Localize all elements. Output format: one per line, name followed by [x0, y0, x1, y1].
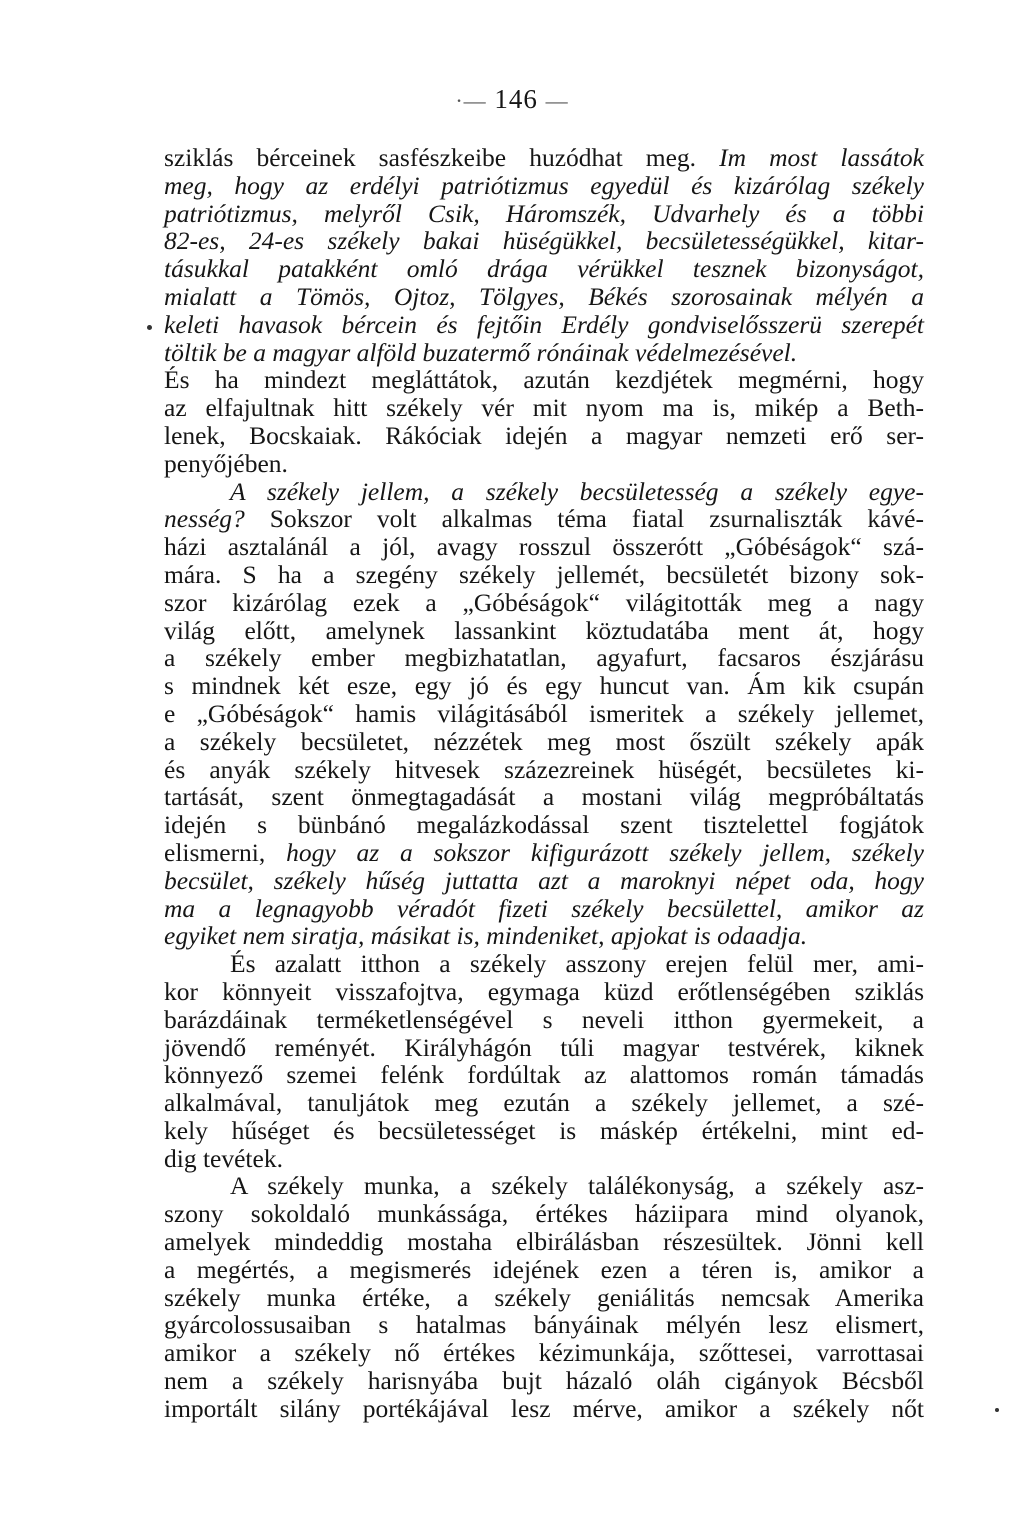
text-line	[164, 366, 924, 394]
text-run: tartását, szent önmegtagadását a mostani világ megpróbáltatás	[164, 782, 924, 812]
text-line	[164, 700, 924, 728]
text-run: A székely munka, a székely találékonyság, a székely asz-	[230, 1171, 924, 1201]
text-run: kor könnyeit visszafojtva, egymaga küzd erőtlenségében sziklás	[164, 976, 924, 1006]
italic-text: ma a legnagyobb véradót fizeti székely becsülettel, amikor az	[164, 893, 924, 923]
margin-speck-right	[995, 1408, 999, 1412]
text-run: a székely becsületet, nézzétek meg most őszült székely apák	[164, 726, 924, 756]
italic-text: hogy az a sokszor kifigurázott székely jellem, székely	[286, 837, 925, 867]
italic-text: töltik be a magyar alföld buzatermő rónáinak védelmezésével.	[164, 337, 798, 367]
text-line	[164, 783, 924, 811]
italic-text: keleti havasok bércein és fejtőin Erdély gondviselősszerü szerepét	[164, 309, 924, 339]
text-line	[164, 728, 924, 756]
text-run: sziklás bérceinek sasfészkeibe huzódhat meg.	[164, 143, 720, 172]
text-line	[164, 839, 924, 867]
text-run: könnyező szemei felénk fordúltak az alattomos román támadás	[164, 1060, 924, 1090]
text-run: És ha mindezt megláttátok, azután kezdjétek megmérni, hogy	[164, 365, 924, 395]
text-run: alkalmával, tanuljátok meg ezután a székely jellemet, a szé-	[164, 1088, 924, 1118]
text-line	[164, 1256, 924, 1284]
text-line	[164, 867, 924, 895]
text-run: elismerni,	[164, 837, 287, 867]
text-line	[164, 922, 924, 950]
text-line	[164, 1089, 924, 1117]
text-run: dig tevétek.	[164, 1143, 283, 1173]
text-run: szony sokoldaló munkássága, értékes háziipara mind olyanok,	[164, 1199, 924, 1229]
text-line	[164, 589, 924, 617]
page-number-dash-right: —	[545, 88, 569, 113]
text-line	[164, 394, 924, 422]
text-run: amelyek mindeddig mostaha elbirálásban részesültek. Jönni kell	[164, 1227, 924, 1257]
text-line	[164, 756, 924, 784]
margin-speck-left	[147, 325, 152, 330]
text-run: s mindnek két esze, egy jó és egy huncut van. Ám kik csupán	[164, 671, 924, 701]
text-line	[164, 227, 924, 255]
text-line	[164, 533, 924, 561]
italic-text: patriótizmus, melyről Csik, Háromszék, Udvarhely és a többi	[164, 198, 924, 228]
text-line	[164, 1034, 924, 1062]
text-line	[164, 811, 924, 839]
text-run: amikor a székely nő értékes kézimunkája, szőttesei, varrottasai	[164, 1338, 924, 1368]
text-line	[164, 672, 924, 700]
italic-text: Im most lassátok	[719, 143, 924, 172]
italic-text: nesség?	[164, 504, 270, 534]
text-line	[164, 617, 924, 645]
text-line	[164, 1228, 924, 1256]
text-line	[164, 144, 924, 172]
text-line	[164, 1061, 924, 1089]
italic-text: mialatt a Tömös, Ojtoz, Tölgyes, Békés szorosainak mélyén a	[164, 281, 924, 311]
text-line	[164, 895, 924, 923]
text-line	[164, 561, 924, 589]
text-line	[164, 1395, 924, 1423]
text-run: a székely ember megbizhatatlan, agyafurt, facsaros észjárásu	[164, 643, 924, 673]
text-run: az elfajultnak hitt székely vér mit nyom ma is, mikép a Beth-	[164, 393, 924, 423]
text-run: mára. S ha a szegény székely jellemét, becsületét bizony sok-	[164, 559, 924, 589]
text-run: a megértés, a megismerés idejének ezen a téren is, amikor a	[164, 1254, 924, 1284]
text-run: idején s bünbánó megalázkodással szent tisztelettel fogjátok	[164, 810, 924, 840]
text-line	[164, 1145, 924, 1173]
text-run: penyőjében.	[164, 448, 288, 478]
text-run: jövendő reményét. Királyhágón túli magyar testvérek, kiknek	[164, 1032, 924, 1062]
text-line	[164, 1200, 924, 1228]
text-line	[164, 450, 924, 478]
body-text	[164, 144, 924, 1423]
italic-text: egyiket nem siratja, másikat is, mindeniket, apjokat is odaadja.	[164, 921, 808, 951]
text-line	[164, 200, 924, 228]
text-line	[164, 1284, 924, 1312]
text-line	[164, 644, 924, 672]
text-run: Sokszor volt alkalmas téma fiatal zsurnaliszták kávé-	[269, 504, 924, 534]
text-line	[164, 422, 924, 450]
italic-text: becsület, székely hűség juttatta azt a maroknyi népet oda, hogy	[164, 865, 924, 895]
text-line	[164, 978, 924, 1006]
text-run: kely hűséget és becsületességet is máskép értékelni, mint ed-	[164, 1115, 924, 1145]
text-run: és anyák székely hitvesek százezreinek hüségét, becsületes ki-	[164, 754, 924, 784]
text-run: gyárcolossusaiban s hatalmas bányáinak mélyén lesz elismert,	[164, 1310, 924, 1340]
text-line	[164, 950, 924, 978]
text-run: barázdáinak terméketlenségével s neveli itthon gyermekeit, a	[164, 1004, 924, 1034]
text-run: lenek, Bocskaiak. Rákóciak idején a magyar nemzeti erő ser-	[164, 420, 924, 450]
text-line	[164, 1117, 924, 1145]
page-number-value: 146	[494, 84, 538, 114]
text-run: székely munka értéke, a székely geniálitás nemcsak Amerika	[164, 1282, 924, 1312]
text-line	[164, 1006, 924, 1034]
text-line	[164, 1367, 924, 1395]
italic-text: 82-es, 24-es székely bakai hüségükkel, becsületességükkel, kitar-	[164, 226, 924, 256]
page-number	[0, 84, 1024, 115]
text-run: szor kizárólag ezek a „Góbéságok“ világitották meg a nagy	[164, 587, 924, 617]
text-run: házi asztalánál a jól, avagy rosszul összerótt „Góbéságok“ szá-	[164, 532, 924, 562]
text-line	[164, 172, 924, 200]
text-run: e „Góbéságok“ hamis világitásából ismeritek a székely jellemet,	[164, 698, 924, 728]
text-line	[164, 339, 924, 367]
text-line	[164, 255, 924, 283]
italic-text: meg, hogy az erdélyi patriótizmus egyedül és kizárólag székely	[164, 170, 924, 200]
italic-text: tásukkal patakként omló drága vérükkel tesznek bizonyságot,	[164, 254, 924, 284]
text-line	[164, 478, 924, 506]
text-line	[164, 1172, 924, 1200]
text-run: És azalatt itthon a székely asszony erejen felül mer, ami-	[230, 949, 924, 979]
text-line	[164, 1311, 924, 1339]
text-line	[164, 283, 924, 311]
text-run: világ előtt, amelynek lassankint köztudatába ment át, hogy	[164, 615, 924, 645]
text-run: importált silány portékájával lesz mérve, amikor a székely nőt	[164, 1393, 924, 1423]
page-number-dash-left: ·—	[455, 88, 487, 113]
text-line	[164, 505, 924, 533]
text-run: nem a székely harisnyába bujt házaló oláh cigányok Bécsből	[164, 1366, 924, 1396]
italic-text: A székely jellem, a székely becsületesség a székely egyе-	[230, 476, 924, 506]
text-line	[164, 1339, 924, 1367]
text-line	[164, 311, 924, 339]
